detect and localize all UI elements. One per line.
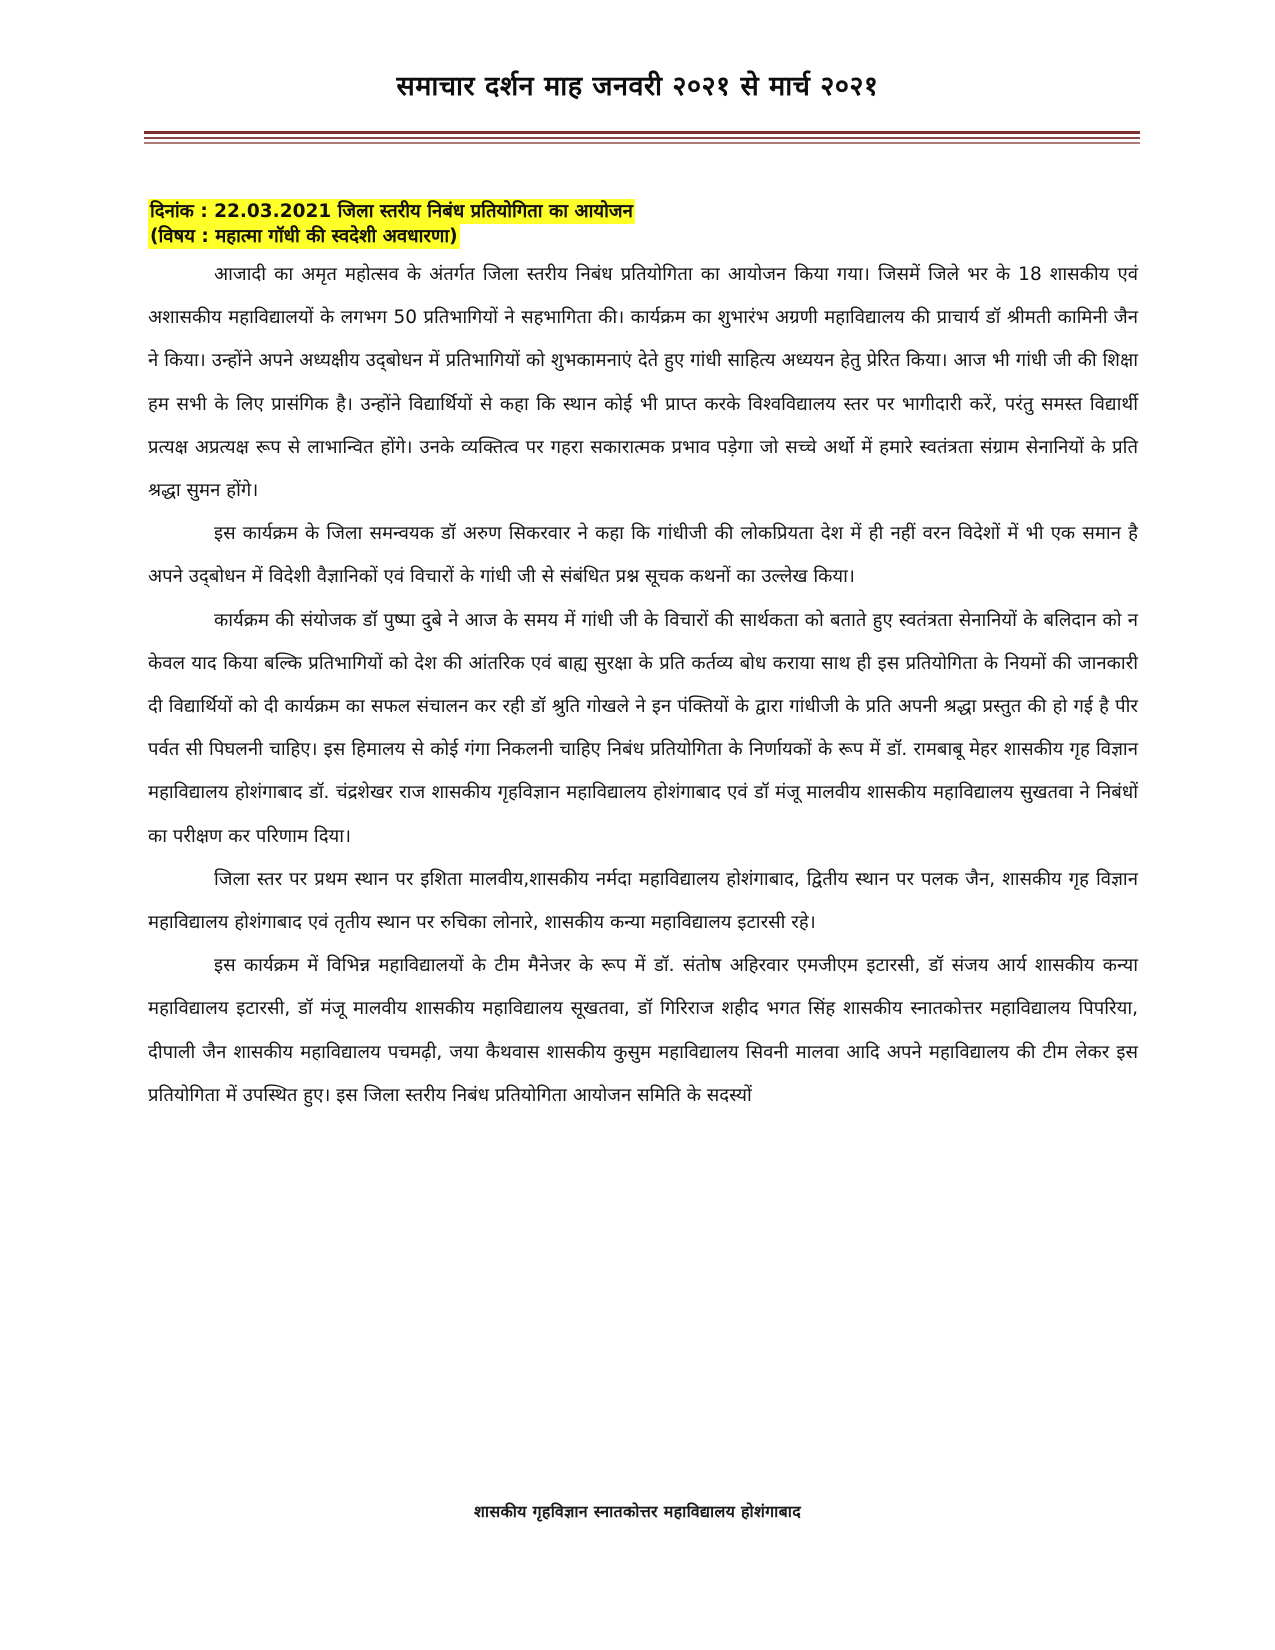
header-divider — [144, 131, 1140, 134]
article-paragraph: इस कार्यक्रम में विभिन्न महाविद्यालयों के टीम मैनेजर के रूप में डॉ. संतोष अहिरवार एमजीएम इटारसी, डॉ संजय आर्य शासकीय कन्या महाविद्यालय इटारसी, डॉ मंजू मालवीय शासकीय महाविद्यालय सूखतवा, डॉ गिरिराज शहीद भगत सिंह शासकीय स्नातकोत्तर महाविद्यालय पिपरिया, दीपाली जैन शासकीय महाविद्यालय पचमढ़ी, जया कैथवास शासकीय कुसुम महाविद्यालय सिवनी मालवा आदि अपने महाविद्यालय की टीम लेकर इस प्रतियोगिता में उपस्थित हुए। इस जिला स्तरीय निबंध प्रतियोगिता आयोजन समिति के सदस्यों — [148, 955, 1138, 1106]
article-paragraph: जिला स्तर पर प्रथम स्थान पर इशिता मालवीय,शासकीय नर्मदा महाविद्यालय होशंगाबाद, द्वितीय स्थान पर पलक जैन, शासकीय गृह विज्ञान महाविद्यालय होशंगाबाद एवं तृतीय स्थान पर रुचिका लोनारे, शासकीय कन्या महाविद्यालय इटारसी रहे। — [148, 868, 1138, 934]
header-divider-line-2 — [144, 137, 1140, 139]
article-paragraph: आजादी का अमृत महोत्सव के अंतर्गत जिला स्तरीय निबंध प्रतियोगिता का आयोजन किया गया। जिसमें जिले भर के 18 शासकीय एवं अशासकीय महाविद्यालयों के लगभग 50 प्रतिभागियों ने सहभागिता की। कार्यक्रम का शुभारंभ अग्रणी महाविद्यालय की प्राचार्य डॉ श्रीमती कामिनी जैन ने किया। उन्होंने अपने अध्यक्षीय उद्‍बोधन में प्रतिभागियों को शुभकामनाएं देते हुए गांधी साहित्य अध्ययन हेतु प्रेरित किया। आज भी गांधी जी की शिक्षा हम सभी के लिए प्रासंगिक है। उन्होंने विद्यार्थियों से कहा कि स्थान कोई भी प्राप्त करके विश्वविद्यालय स्तर पर भागीदारी करें, परंतु समस्त विद्यार्थी प्रत्यक्ष अप्रत्यक्ष रूप से लाभान्वित होंगे। उनके व्यक्तित्व पर गहरा सकारात्मक प्रभाव पड़ेगा जो सच्चे अर्थो में हमारे स्वतंत्रता संग्राम सेनानियों के प्रति श्रद्धा सुमन होंगे। — [148, 264, 1138, 502]
page-title: समाचार दर्शन माह जनवरी २०२१ से मार्च २०२१ — [396, 71, 879, 102]
article-subject-line: (विषय : महात्मा गॉधी की स्वदेशी अवधारणा) — [150, 226, 458, 247]
header-divider-line-3 — [144, 142, 1140, 144]
article-paragraph: इस कार्यक्रम के जिला समन्वयक डॉ अरुण सिकरवार ने कहा कि गांधीजी की लोकप्रियता देश में ही नहीं वरन विदेशों में भी एक समान है अपने उद्‍बोधन में विदेशी वैज्ञानिकों एवं विचारों के गांधी जी से संबंधित प्रश्न सूचक कथनों का उल्लेख किया। — [148, 523, 1138, 588]
article-paragraph: कार्यक्रम की संयोजक डॉ पुष्पा दुबे ने आज के समय में गांधी जी के विचारों की सार्थकता को बताते हुए स्वतंत्रता सेनानियों के बलिदान को न केवल याद किया बल्कि प्रतिभागियों को देश की आंतरिक एवं बाह्य सुरक्षा के प्रति कर्तव्य बोध कराया साथ ही इस प्रतियोगिता के नियमों की जानकारी दी विद्यार्थियों को दी कार्यक्रम का सफल संचालन कर रही डॉ श्रुति गोखले ने इन पंक्तियों के द्वारा गांधीजी के प्रति अपनी श्रद्धा प्रस्तुत की हो गई है पीर पर्वत सी पिघलनी चाहिए। इस हिमालय से कोई गंगा निकलनी चाहिए निबंध प्रतियोगिता के निर्णायकों के रूप में डॉ. रामबाबू मेहर शासकीय गृह विज्ञान महाविद्यालय होशंगाबाद डॉ. चंद्रशेखर राज शासकीय गृहविज्ञान महाविद्यालय होशंगाबाद एवं डॉ मंजू मालवीय शासकीय महाविद्यालय सुखतवा ने निबंधों का परीक्षण कर परिणाम दिया। — [148, 609, 1138, 847]
page-footer: शासकीय गृहविज्ञान स्नातकोत्तर महाविद्यालय होशंगाबाद — [474, 1502, 801, 1521]
article-date-line: दिनांक : 22.03.2021 जिला स्तरीय निबंध प्रतियोगिता का आयोजन — [150, 201, 633, 222]
article-body — [148, 253, 1138, 1117]
article-heading — [148, 199, 1138, 249]
